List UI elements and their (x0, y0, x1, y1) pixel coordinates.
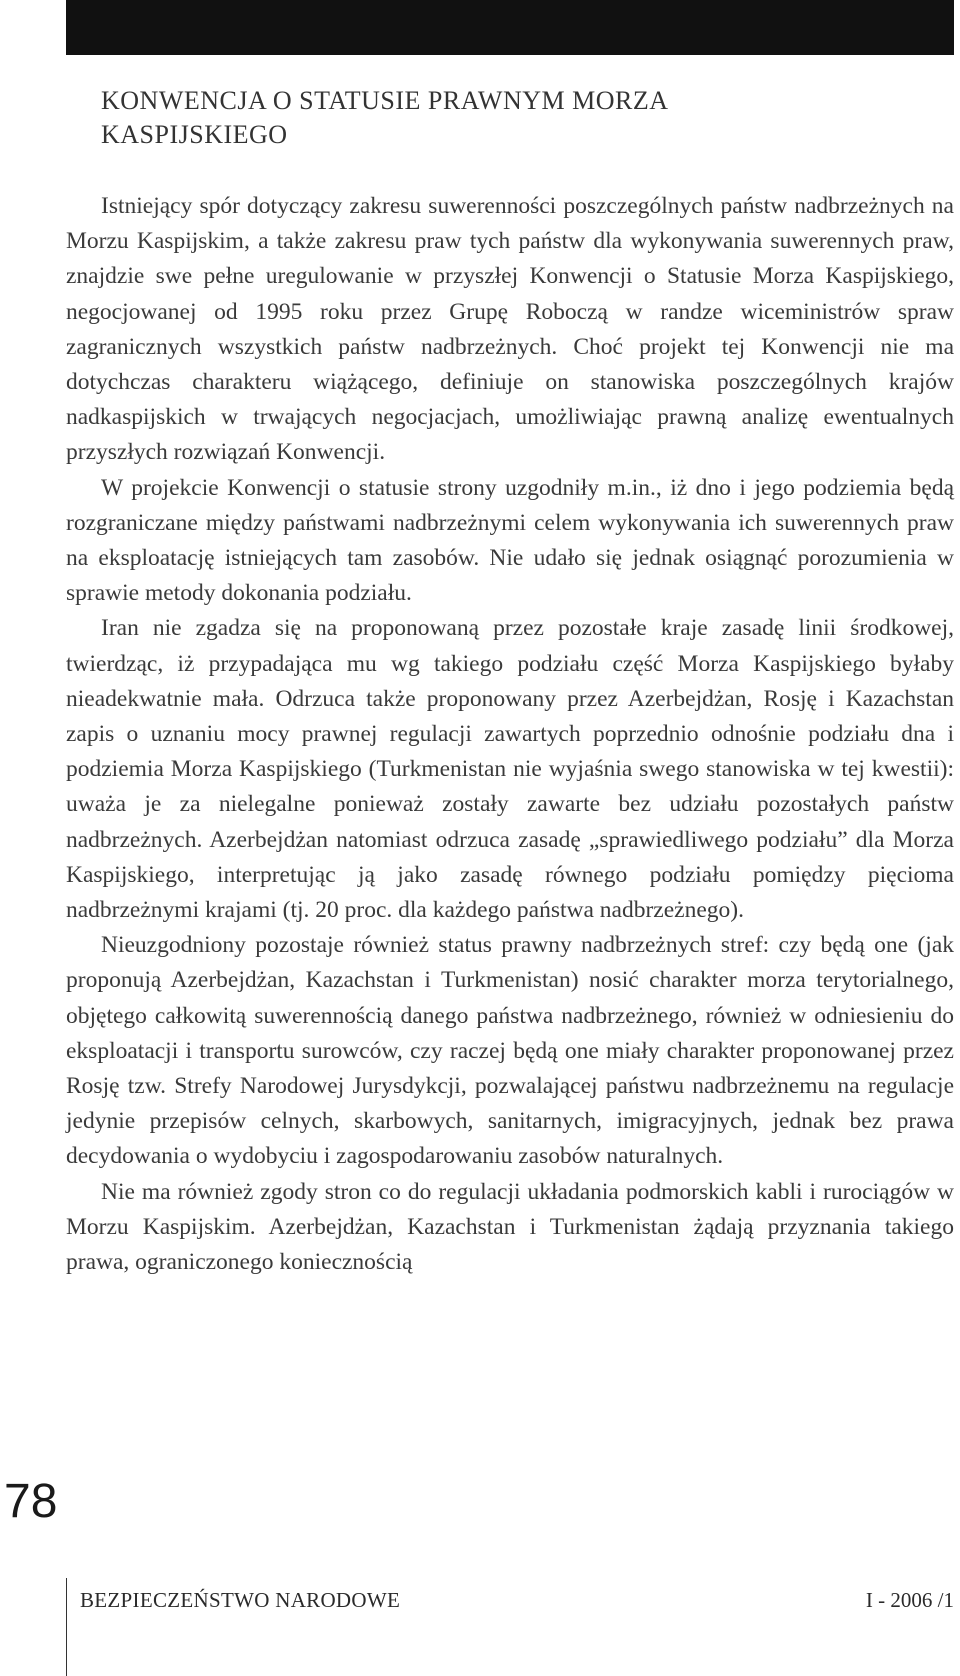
paragraph-1: Istniejący spór dotyczący zakresu suwerenności poszczególnych państw nadbrzeżnych na Morzu Kaspijskim, a także zakresu praw tych państw dla wykonywania suwerennych praw, znajdzie swe pełne uregulowanie w przyszłej Konwencji o Statusie Morza Kaspijskiego, negocjowanej od 1995 roku przez Grupę Roboczą w randze wiceministrów spraw zagranicznych wszystkich państw nadbrzeżnych. Choć projekt tej Konwencji nie ma dotychczas charakteru wiążącego, definiuje on stanowiska poszczególnych krajów nadkaspijskich w trwających negocjacjach, umożliwiając prawną analizę ewentualnych przyszłych rozwiązań Konwencji. (66, 193, 954, 466)
footer-divider (66, 1578, 67, 1676)
article-title (101, 84, 861, 152)
paragraph-5: Nie ma również zgody stron co do regulacji układania podmorskich kabli i rurociągów w Morzu Kaspijskim. Azerbejdżan, Kazachstan i Turkmenistan żądają przyznania takiego prawa, ograniczonego koniecznością (66, 1178, 954, 1276)
page-number: 78 (4, 1475, 58, 1528)
header-bar (66, 0, 954, 55)
article-body (66, 189, 954, 1280)
article-title-line-1: KONWENCJA O STATUSIE PRAWNYM MORZA (101, 86, 669, 115)
paragraph-4: Nieuzgodniony pozostaje również status prawny nadbrzeżnych stref: czy będą one (jak proponują Azerbejdżan, Kazachstan i Turkmenistan) nosić charakter morza terytorialnego, objętego całkowitą suwerennością danego państwa nadbrzeżnego, również w odniesieniu do eksploatacji i transportu surowców, czy raczej będą one miały charakter proponowanej przez Rosję tzw. Strefy Narodowej Jurysdykcji, pozwalającej państwu nadbrzeżnemu na regulacje jedynie przepisów celnych, skarbowych, sanitarnych, imigracyjnych, jednak bez prawa decydowania o wydobyciu i zagospodarowaniu zasobów naturalnych. (66, 932, 954, 1170)
paragraph-2: W projekcie Konwencji o statusie strony uzgodniły m.in., iż dno i jego podziemia będą rozgraniczane między państwami nadbrzeżnymi celem wykonywania ich suwerennych praw na eksploatację istniejących tam zasobów. Nie udało się jednak osiągnąć porozumienia w sprawie metody dokonania podziału. (66, 474, 954, 607)
paragraph-3: Iran nie zgadza się na proponowaną przez pozostałe kraje zasadę linii środkowej, twierdząc, iż przypadająca mu wg takiego podziału część Morza Kaspijskiego byłaby nieadekwatnie mała. Odrzuca także proponowany przez Azerbejdżan, Rosję i Kazachstan zapis o uznaniu mocy prawnej regulacji zawartych poprzednio odnośnie podziału dna i podziemia Morza Kaspijskiego (Turkmenistan nie wyjaśnia swego stanowiska w tej kwestii): uważa je za nielegalne ponieważ zostały zawarte bez udziału pozostałych państw nadbrzeżnych. Azerbejdżan natomiast odrzuca zasadę „sprawiedliwego podziału” dla Morza Kaspijskiego, interpretując ją jako zasadę równego podziału pomiędzy pięcioma nadbrzeżnymi krajami (tj. 20 proc. dla każdego państwa nadbrzeżnego). (66, 615, 954, 924)
article-title-line-2: KASPIJSKIEGO (101, 120, 288, 149)
footer-journal-name: BEZPIECZEŃSTWO NARODOWE (80, 1588, 401, 1612)
footer-issue: I - 2006 /1 (865, 1588, 954, 1612)
